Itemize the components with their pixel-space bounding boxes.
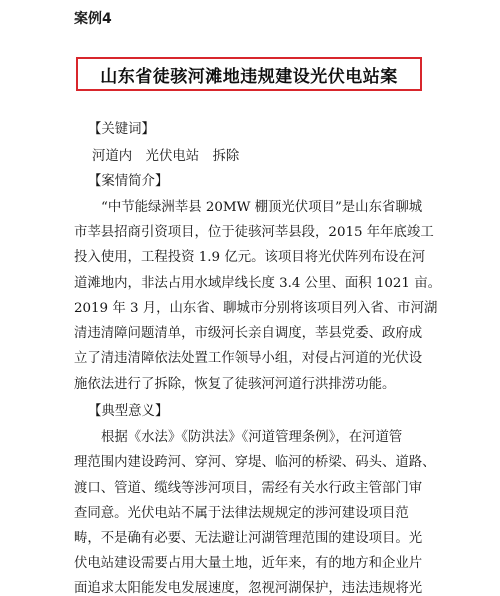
title-box (76, 57, 422, 91)
significance-line: 渡口、管道、缆线等涉河项目，需经有关水行政主管部门审 (74, 481, 423, 496)
summary-line: 2019 年 3 月，山东省、聊城市分别将该项目列入省、市河湖 (74, 301, 438, 316)
keywords-text: 河道内 光伏电站 拆除 (92, 149, 240, 164)
case-title: 山东省徒骇河滩地违规建设光伏电站案 (100, 66, 398, 87)
significance-line: 伏电站建设需要占用大量土地，近年来，有的地方和企业片 (74, 556, 423, 571)
summary-heading: 【案情简介】 (88, 174, 169, 189)
summary-line: 道滩地内，非法占用水域岸线长度 3.4 公里、面积 1021 亩。 (74, 276, 441, 291)
significance-line: 面追求太阳能发电发展速度，忽视河湖保护，违法违规将光 (74, 581, 423, 596)
summary-line: 市莘县招商引资项目，位于徒骇河莘县段，2015 年年底竣工 (74, 225, 434, 240)
case-number-label: 案例4 (74, 11, 112, 27)
significance-heading: 【典型意义】 (88, 404, 169, 419)
summary-line: 立了清违清障依法处置工作领导小组，对侵占河道的光伏设 (74, 351, 423, 366)
summary-line: 投入使用，工程投资 1.9 亿元。该项目将光伏阵列布设在河 (74, 250, 426, 265)
significance-line: 根据《水法》《防洪法》《河道管理条例》，在河道管 (101, 430, 403, 445)
summary-line: 清违清障问题清单，市级河长亲自调度，莘县党委、政府成 (74, 326, 423, 341)
significance-line: 查同意。光伏电站不属于法律法规规定的涉河建设项目范 (74, 506, 409, 521)
summary-line: “中节能绿洲莘县 20MW 棚顶光伏项目”是山东省聊城 (101, 200, 423, 215)
significance-line: 理范围内建设跨河、穿河、穿堤、临河的桥梁、码头、道路、 (74, 455, 436, 470)
summary-line: 施依法进行了拆除，恢复了徒骇河河道行洪排涝功能。 (74, 377, 396, 392)
significance-line: 畴，不是确有必要、无法避让河湖管理范围的建设项目。光 (74, 531, 423, 546)
keywords-heading: 【关键词】 (88, 122, 155, 137)
